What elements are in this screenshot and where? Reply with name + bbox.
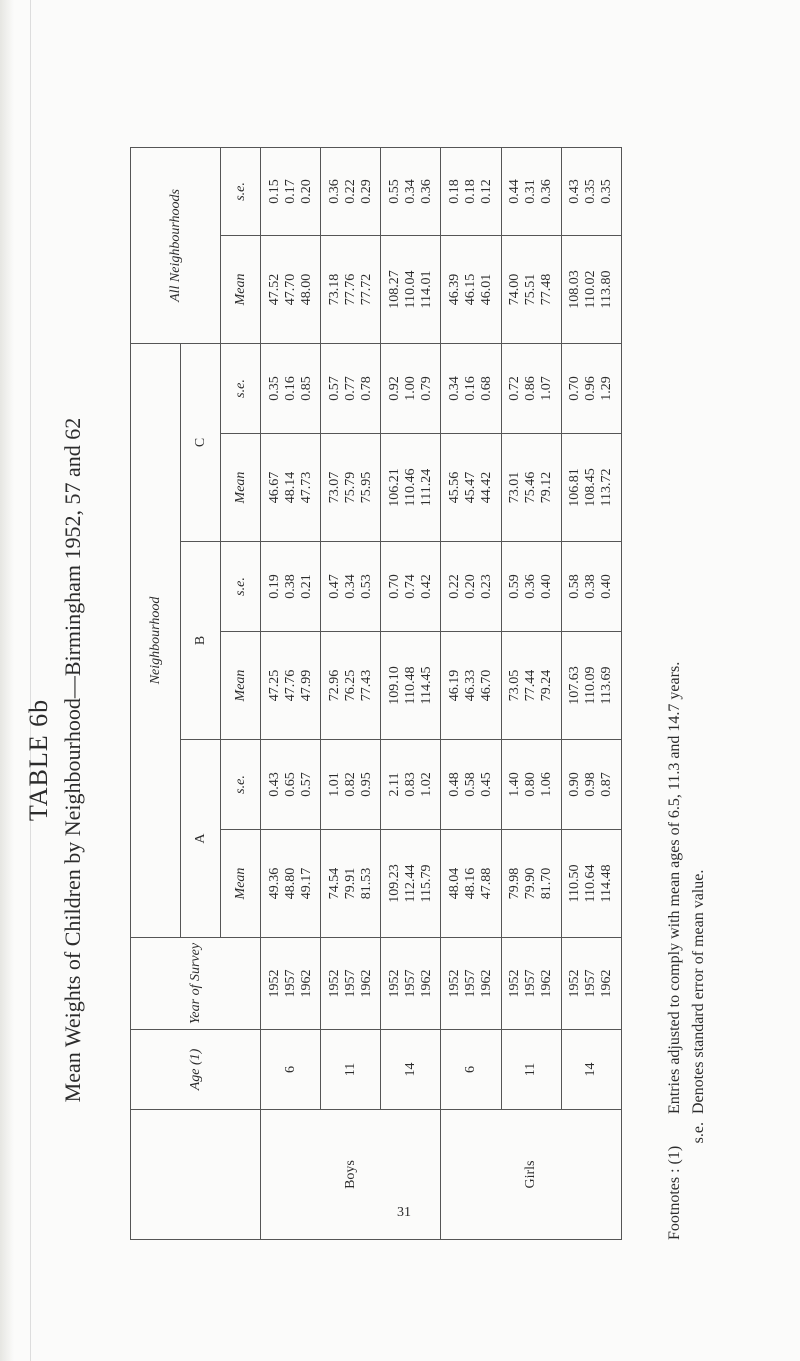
mean-header: Mean: [221, 434, 261, 542]
value: 79.24: [539, 669, 555, 702]
value: 0.17: [282, 179, 298, 204]
c-mean-cell: [441, 434, 501, 542]
b-mean-cell: [441, 632, 501, 740]
footnote-key: s.e.: [690, 1122, 707, 1144]
value: 47.73: [298, 471, 314, 504]
value: 0.22: [447, 574, 463, 599]
value: 46.70: [479, 669, 495, 702]
value: 0.35: [583, 179, 599, 204]
all-se-cell: [501, 147, 561, 235]
year-header: Year of Survey: [131, 938, 261, 1030]
value: 48.14: [282, 471, 298, 504]
value: 0.96: [583, 376, 599, 401]
value: 0.16: [282, 376, 298, 401]
all-se-cell: [321, 147, 381, 235]
se-header: s.e.: [221, 343, 261, 433]
value: 0.78: [358, 376, 374, 401]
b-mean-cell: [501, 632, 561, 740]
value: 47.88: [479, 867, 495, 900]
value: 49.17: [298, 867, 314, 900]
value: 113.72: [599, 468, 615, 507]
value: 81.70: [539, 867, 555, 900]
value: 0.95: [358, 772, 374, 797]
value: 1957: [463, 969, 479, 998]
value: 1.06: [539, 772, 555, 797]
years-cell: [381, 938, 441, 1030]
value: 44.42: [479, 471, 495, 504]
value: 0.18: [447, 179, 463, 204]
table-body: [261, 147, 622, 1239]
value: 0.68: [479, 376, 495, 401]
value: 1962: [298, 969, 314, 998]
a-se-cell: [441, 740, 501, 830]
value: 1.01: [326, 772, 342, 797]
neighbourhood-header: Neighbourhood: [131, 343, 181, 937]
value: 77.44: [523, 669, 539, 702]
footnote-text: Entries adjusted to comply with mean ages of 6.5, 11.3 and 14.7 years.: [666, 661, 683, 1114]
value: 0.98: [583, 772, 599, 797]
value: 75.95: [358, 471, 374, 504]
value: 46.67: [266, 471, 282, 504]
group-a-header: A: [181, 740, 221, 938]
age-cell: 14: [561, 1030, 621, 1110]
age-cell: 11: [321, 1030, 381, 1110]
value: 0.23: [479, 574, 495, 599]
value: 110.50: [567, 864, 583, 903]
value: 114.01: [418, 270, 434, 309]
table-row: [381, 147, 441, 1239]
se-header: s.e.: [221, 147, 261, 235]
a-mean-cell: [441, 830, 501, 938]
c-mean-cell: [261, 434, 321, 542]
value: 0.35: [599, 179, 615, 204]
value: 1952: [266, 969, 282, 998]
value: 1952: [326, 969, 342, 998]
value: 1957: [402, 969, 418, 998]
value: 110.09: [583, 666, 599, 705]
value: 0.55: [386, 179, 402, 204]
value: 110.46: [402, 468, 418, 507]
b-mean-cell: [381, 632, 441, 740]
value: 0.38: [583, 574, 599, 599]
all-se-cell: [441, 147, 501, 235]
all-mean-cell: [441, 235, 501, 343]
b-se-cell: [501, 542, 561, 632]
value: 49.36: [266, 867, 282, 900]
se-header: s.e.: [221, 740, 261, 830]
value: 0.82: [342, 772, 358, 797]
value: 0.47: [326, 574, 342, 599]
sex-header-cell: [131, 1110, 261, 1240]
all-mean-cell: [321, 235, 381, 343]
value: 72.96: [326, 669, 342, 702]
value: 0.70: [567, 376, 583, 401]
value: 47.52: [266, 273, 282, 306]
all-se-cell: [381, 147, 441, 235]
value: 0.36: [539, 179, 555, 204]
a-mean-cell: [501, 830, 561, 938]
value: 110.02: [583, 270, 599, 309]
value: 0.65: [282, 772, 298, 797]
value: 106.21: [386, 468, 402, 507]
value: 1.07: [539, 376, 555, 401]
footnote-2: [690, 20, 708, 1240]
value: 0.40: [599, 574, 615, 599]
value: 0.12: [479, 179, 495, 204]
group-c-header: C: [181, 343, 221, 541]
value: 0.58: [567, 574, 583, 599]
binder-edge: [0, 0, 14, 1361]
value: 2.11: [386, 772, 402, 797]
a-se-cell: [501, 740, 561, 830]
c-se-cell: [261, 343, 321, 433]
value: 0.35: [266, 376, 282, 401]
value: 0.74: [402, 574, 418, 599]
value: 0.18: [463, 179, 479, 204]
value: 73.05: [507, 669, 523, 702]
value: 1957: [523, 969, 539, 998]
value: 0.92: [386, 376, 402, 401]
a-se-cell: [381, 740, 441, 830]
c-se-cell: [441, 343, 501, 433]
b-se-cell: [441, 542, 501, 632]
weights-table: [130, 147, 622, 1240]
c-se-cell: [381, 343, 441, 433]
table-row: [501, 147, 561, 1239]
table-row: [321, 147, 381, 1239]
value: 77.48: [539, 273, 555, 306]
value: 0.48: [447, 772, 463, 797]
value: 77.72: [358, 273, 374, 306]
value: 73.01: [507, 471, 523, 504]
value: 74.54: [326, 867, 342, 900]
value: 1962: [358, 969, 374, 998]
value: 108.27: [386, 270, 402, 309]
value: 0.80: [523, 772, 539, 797]
table-label: TABLE 6b: [24, 698, 53, 822]
c-se-cell: [501, 343, 561, 433]
years-cell: [321, 938, 381, 1030]
age-cell: 11: [501, 1030, 561, 1110]
value: 0.86: [523, 376, 539, 401]
value: 0.44: [507, 179, 523, 204]
value: 0.22: [342, 179, 358, 204]
value: 1.00: [402, 376, 418, 401]
value: 114.48: [599, 864, 615, 903]
all-mean-cell: [561, 235, 621, 343]
value: 0.70: [386, 574, 402, 599]
value: 1.40: [507, 772, 523, 797]
value: 0.34: [447, 376, 463, 401]
value: 0.53: [358, 574, 374, 599]
all-se-cell: [561, 147, 621, 235]
value: 0.38: [282, 574, 298, 599]
age-header: Age (1): [131, 1030, 261, 1110]
value: 75.51: [523, 273, 539, 306]
value: 47.25: [266, 669, 282, 702]
group-b-header: B: [181, 542, 221, 740]
value: 0.90: [567, 772, 583, 797]
value: 77.76: [342, 273, 358, 306]
years-cell: [501, 938, 561, 1030]
value: 0.57: [326, 376, 342, 401]
value: 113.69: [599, 666, 615, 705]
value: 1.29: [599, 376, 615, 401]
value: 47.99: [298, 669, 314, 702]
value: 1952: [567, 969, 583, 998]
a-mean-cell: [381, 830, 441, 938]
value: 0.72: [507, 376, 523, 401]
value: 106.81: [567, 468, 583, 507]
value: 0.42: [418, 574, 434, 599]
value: 48.80: [282, 867, 298, 900]
value: 79.91: [342, 867, 358, 900]
value: 48.04: [447, 867, 463, 900]
value: 1962: [539, 969, 555, 998]
value: 0.43: [266, 772, 282, 797]
c-mean-cell: [501, 434, 561, 542]
value: 0.15: [266, 179, 282, 204]
a-se-cell: [261, 740, 321, 830]
value: 115.79: [418, 864, 434, 903]
value: 0.20: [463, 574, 479, 599]
a-se-cell: [321, 740, 381, 830]
value: 75.46: [523, 471, 539, 504]
value: 0.87: [599, 772, 615, 797]
all-mean-cell: [381, 235, 441, 343]
value: 112.44: [402, 864, 418, 903]
table-title: Mean Weights of Children by Neighbourhood—Birmingham 1952, 57 and 62: [60, 417, 85, 1103]
value: 0.59: [507, 574, 523, 599]
se-header: s.e.: [221, 542, 261, 632]
value: 46.39: [447, 273, 463, 306]
value: 1957: [583, 969, 599, 998]
value: 0.29: [358, 179, 374, 204]
value: 0.34: [342, 574, 358, 599]
value: 1952: [447, 969, 463, 998]
footnote-1: [666, 20, 684, 1240]
a-mean-cell: [321, 830, 381, 938]
b-se-cell: [381, 542, 441, 632]
value: 0.16: [463, 376, 479, 401]
value: 108.45: [583, 468, 599, 507]
value: 46.15: [463, 273, 479, 306]
value: 47.70: [282, 273, 298, 306]
value: 48.00: [298, 273, 314, 306]
value: 76.25: [342, 669, 358, 702]
value: 0.40: [539, 574, 555, 599]
value: 79.90: [523, 867, 539, 900]
value: 0.21: [298, 574, 314, 599]
value: 1962: [479, 969, 495, 998]
age-cell: 6: [261, 1030, 321, 1110]
years-cell: [561, 938, 621, 1030]
a-mean-cell: [261, 830, 321, 938]
value: 0.20: [298, 179, 314, 204]
value: 77.43: [358, 669, 374, 702]
value: 109.23: [386, 864, 402, 903]
age-cell: 6: [441, 1030, 501, 1110]
footnote-key: Footnotes : (1): [666, 1145, 683, 1240]
sex-label: Boys: [261, 1110, 441, 1240]
value: 74.00: [507, 273, 523, 306]
page-number: 31: [397, 1205, 411, 1220]
all-neighbourhoods-header: All Neighbourhoods: [131, 147, 221, 343]
value: 48.16: [463, 867, 479, 900]
value: 46.01: [479, 273, 495, 306]
value: 47.76: [282, 669, 298, 702]
value: 1962: [418, 969, 434, 998]
value: 108.03: [567, 270, 583, 309]
all-mean-cell: [501, 235, 561, 343]
value: 110.64: [583, 864, 599, 903]
b-se-cell: [261, 542, 321, 632]
years-cell: [261, 938, 321, 1030]
value: 110.48: [402, 666, 418, 705]
value: 46.33: [463, 669, 479, 702]
value: 46.19: [447, 669, 463, 702]
value: 0.36: [418, 179, 434, 204]
c-se-cell: [561, 343, 621, 433]
table-row: [261, 147, 321, 1239]
footnote-text: Denotes standard error of mean value.: [690, 869, 707, 1114]
value: 0.19: [266, 574, 282, 599]
years-cell: [441, 938, 501, 1030]
table-row: [441, 147, 501, 1239]
b-se-cell: [321, 542, 381, 632]
value: 45.47: [463, 471, 479, 504]
value: 0.79: [418, 376, 434, 401]
value: 0.45: [479, 772, 495, 797]
c-mean-cell: [561, 434, 621, 542]
value: 107.63: [567, 666, 583, 705]
value: 1952: [386, 969, 402, 998]
value: 109.10: [386, 666, 402, 705]
c-mean-cell: [321, 434, 381, 542]
value: 1.02: [418, 772, 434, 797]
rotated-page: [18, 20, 708, 1240]
value: 79.12: [539, 471, 555, 504]
value: 0.57: [298, 772, 314, 797]
mean-header: Mean: [221, 632, 261, 740]
all-se-cell: [261, 147, 321, 235]
mean-header: Mean: [221, 235, 261, 343]
b-mean-cell: [261, 632, 321, 740]
value: 73.18: [326, 273, 342, 306]
value: 79.98: [507, 867, 523, 900]
table-row: [561, 147, 621, 1239]
all-mean-cell: [261, 235, 321, 343]
value: 81.53: [358, 867, 374, 900]
b-se-cell: [561, 542, 621, 632]
value: 0.36: [326, 179, 342, 204]
b-mean-cell: [321, 632, 381, 740]
a-mean-cell: [561, 830, 621, 938]
value: 0.83: [402, 772, 418, 797]
mean-header: Mean: [221, 830, 261, 938]
value: 110.04: [402, 270, 418, 309]
value: 114.45: [418, 666, 434, 705]
a-se-cell: [561, 740, 621, 830]
sex-label: Girls: [441, 1110, 622, 1240]
value: 1957: [282, 969, 298, 998]
value: 1957: [342, 969, 358, 998]
value: 0.58: [463, 772, 479, 797]
value: 0.36: [523, 574, 539, 599]
b-mean-cell: [561, 632, 621, 740]
value: 75.79: [342, 471, 358, 504]
value: 1962: [599, 969, 615, 998]
c-se-cell: [321, 343, 381, 433]
value: 0.85: [298, 376, 314, 401]
value: 73.07: [326, 471, 342, 504]
value: 111.24: [418, 468, 434, 507]
value: 0.31: [523, 179, 539, 204]
value: 1952: [507, 969, 523, 998]
value: 0.77: [342, 376, 358, 401]
c-mean-cell: [381, 434, 441, 542]
age-cell: 14: [381, 1030, 441, 1110]
value: 45.56: [447, 471, 463, 504]
value: 0.34: [402, 179, 418, 204]
value: 113.80: [599, 270, 615, 309]
value: 0.43: [567, 179, 583, 204]
